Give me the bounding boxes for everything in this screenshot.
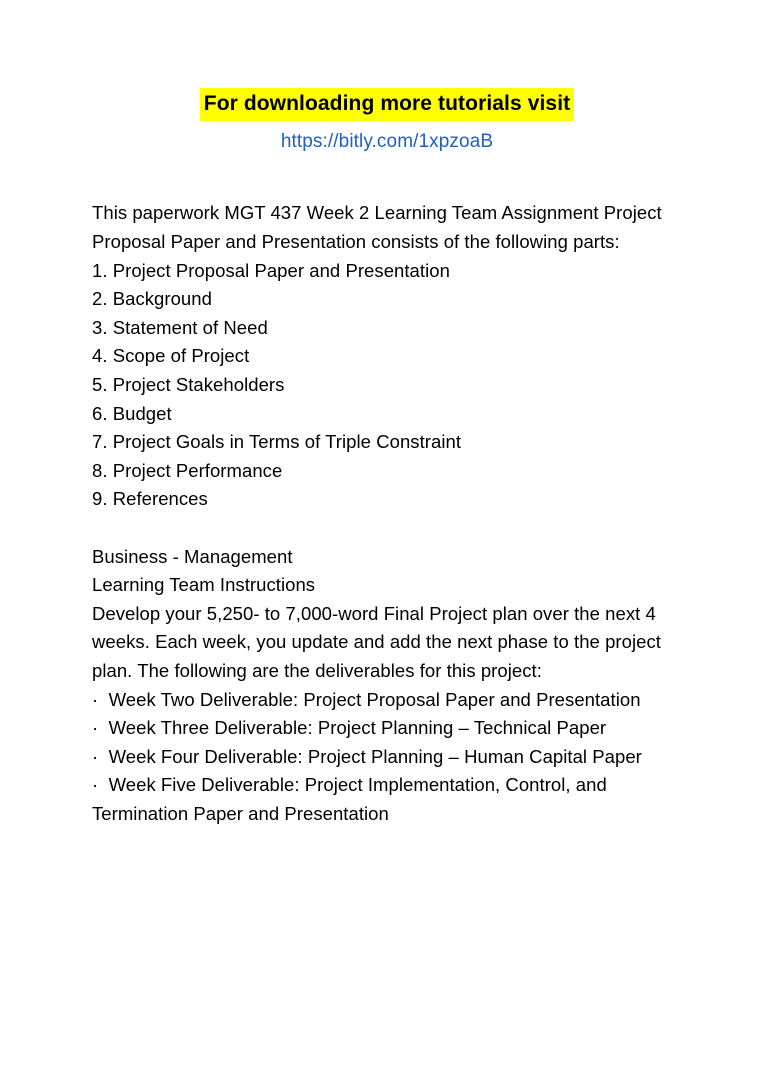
list-item: 9. References [92,488,208,510]
heading-row [92,88,682,121]
section-label: Business - Management [92,545,293,567]
intro-paragraph: This paperwork MGT 437 Week 2 Learning Team Assignment Project Proposal Paper and Presentation consists of the following parts: [92,202,667,253]
link-row [92,131,682,153]
list-item: 6. Budget [92,402,172,424]
deliverable-item: · Week Three Deliverable: Project Planning – Technical Paper [92,717,607,739]
list-item: 1. Project Proposal Paper and Presentation [92,259,450,281]
list-item: 4. Scope of Project [92,345,250,367]
page-title: For downloading more tutorials visit [200,88,574,121]
subsection-label: Learning Team Instructions [92,574,316,596]
paragraph-spacer [92,514,682,543]
list-item: 8. Project Performance [92,459,283,481]
list-item: 2. Background [92,288,212,310]
list-item: 3. Statement of Need [92,316,268,338]
body-text [92,199,682,828]
document-content [92,88,682,829]
deliverable-item: · Week Four Deliverable: Project Planning – Human Capital Paper [92,745,642,767]
list-item: 7. Project Goals in Terms of Triple Constraint [92,431,462,453]
tutorials-link[interactable]: https://bitly.com/1xpzoaB [280,131,494,153]
instructions-paragraph: Develop your 5,250- to 7,000-word Final Project plan over the next 4 weeks. Each week, you update and add the next phase to the project plan. The following are the deliverables for this project: [92,602,667,681]
list-item: 5. Project Stakeholders [92,374,285,395]
deliverable-item: · Week Two Deliverable: Project Proposal Paper and Presentation [92,688,641,710]
deliverable-item: · Week Five Deliverable: Project Implementation, Control, and Termination Paper and Presentation [92,774,612,824]
